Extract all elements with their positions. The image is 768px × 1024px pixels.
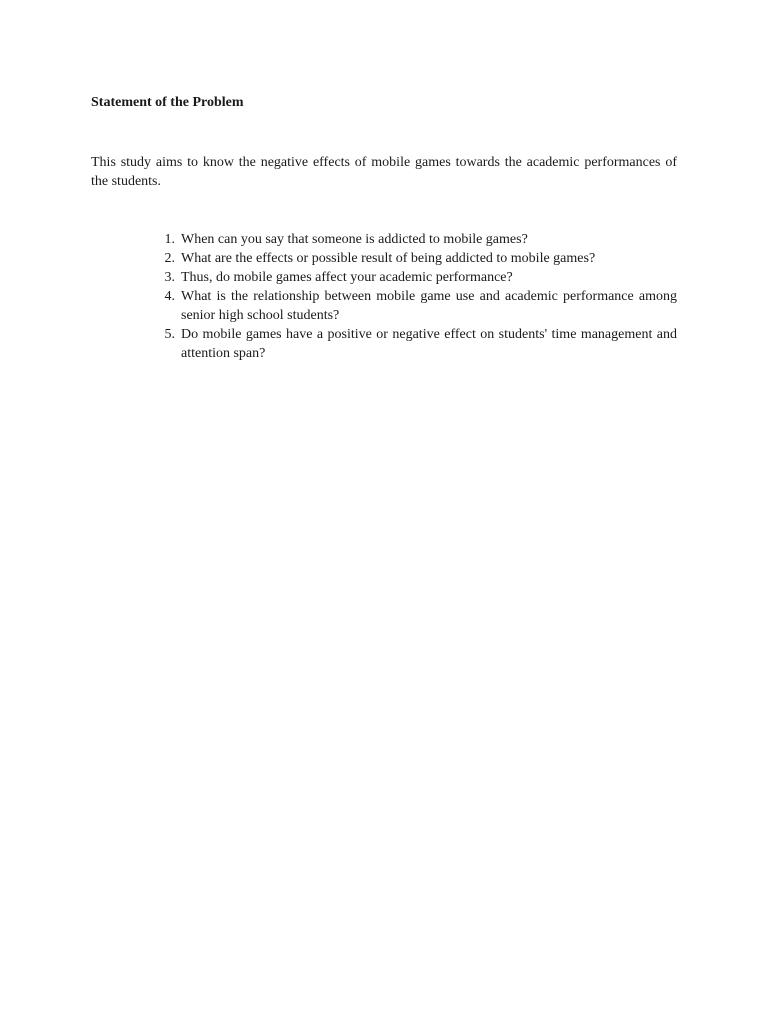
list-item-number: 2. xyxy=(164,251,175,266)
list-item-number: 1. xyxy=(164,232,175,247)
intro-paragraph: This study aims to know the negative effects of mobile games towards the academic performances of the students. xyxy=(91,155,677,189)
list-item xyxy=(155,249,677,268)
list-item-text: Do mobile games have a positive or negative effect on students' time management and attention span? xyxy=(181,327,677,361)
list-item xyxy=(155,268,677,287)
research-questions-list xyxy=(155,230,677,363)
list-item-number: 5. xyxy=(164,327,175,342)
list-item xyxy=(155,230,677,249)
list-item-text: What is the relationship between mobile game use and academic performance among senior high school students? xyxy=(181,289,677,323)
list-item-number: 4. xyxy=(164,289,175,304)
list-item-number: 3. xyxy=(164,270,175,285)
section-heading: Statement of the Problem xyxy=(91,95,244,110)
list-item-text: Thus, do mobile games affect your academic performance? xyxy=(181,270,513,285)
list-item xyxy=(155,325,677,363)
list-item-text: When can you say that someone is addicted to mobile games? xyxy=(181,232,528,247)
list-item-text: What are the effects or possible result of being addicted to mobile games? xyxy=(181,251,596,266)
list-item xyxy=(155,287,677,325)
